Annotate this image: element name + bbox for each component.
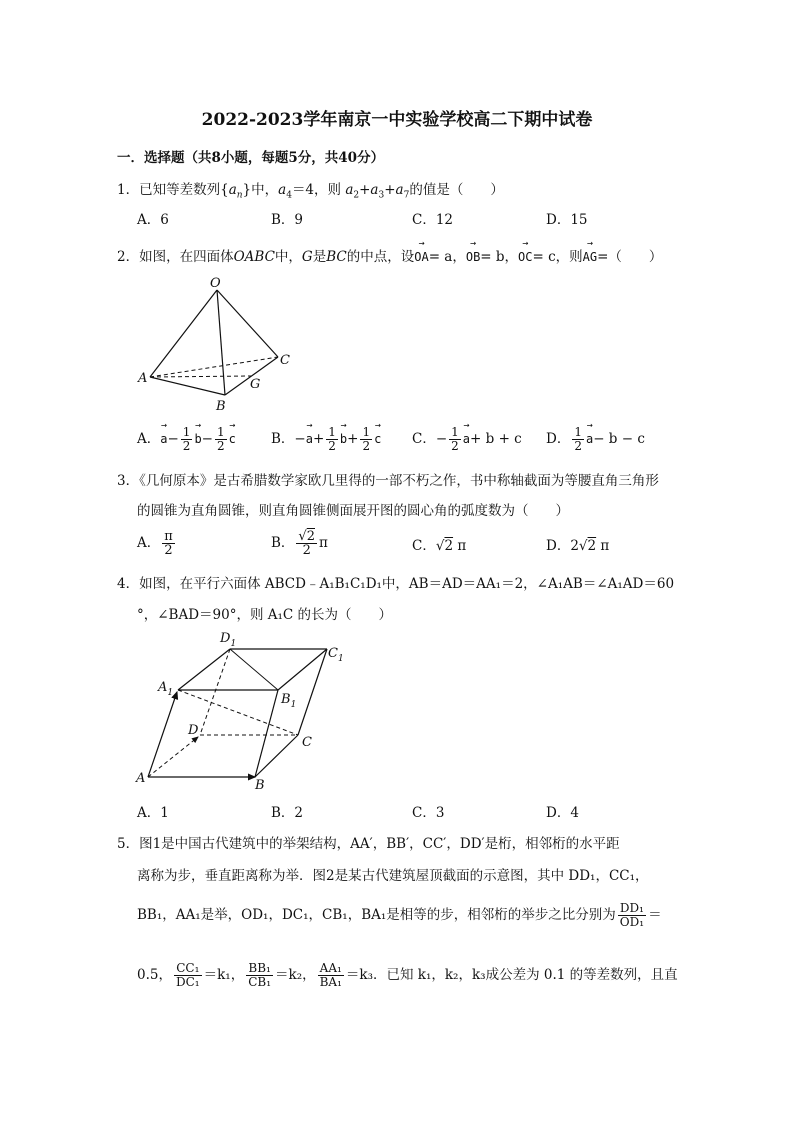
- q1-option-b[interactable]: B．9: [271, 212, 304, 228]
- vector-ag: → AG: [583, 246, 597, 264]
- label-g: G: [250, 377, 261, 392]
- question-5-line-2: 离称为步，垂直距离称为举．图2是某古代建筑屋顶截面的示意图，其中 DD₁，CC₁，: [137, 868, 649, 884]
- q4-option-a[interactable]: A．1: [137, 805, 169, 821]
- vector-oc: → OC: [518, 246, 532, 264]
- question-3: 3．《几何原本》是古希腊数学家欧几里得的一部不朽之作，书中称轴截面为等腰直角三角形: [117, 473, 659, 489]
- vector-oa: → OA: [414, 246, 428, 264]
- q2-option-c[interactable]: C．− $\frac{1}{2}$ → a+ b + c: [412, 426, 522, 453]
- question-2: 2．如图，在四面体OABC中，G是BC的中点，设→ OA= a，→ OB= b，→ OC= c，则→ AG=（ ）: [117, 245, 662, 265]
- label-c: C: [280, 353, 290, 368]
- question-5: 5．图1是中国古代建筑中的举架结构，AA′，BB′，CC′，DD′是桁，相邻桁的水平距: [117, 836, 620, 852]
- label-b: B: [255, 778, 265, 793]
- label-o: O: [210, 276, 221, 291]
- q2-option-b[interactable]: B．−→ a+ $\frac{1}{2}$ → b+ $\frac{1}{2}$ → c: [271, 426, 381, 453]
- label-a: A: [136, 771, 146, 786]
- q1-option-d[interactable]: D．15: [546, 212, 588, 228]
- label-a1: $A_1$: [158, 680, 174, 698]
- question-4: 4．如图，在平行六面体 ABCD﹣A₁B₁C₁D₁中，AB＝AD＝AA₁＝2，∠A₁AB＝∠A₁AD＝60: [117, 576, 675, 592]
- question-5-line-4: 0.5， $\frac{\text{CC₁}}{\text{DC₁}}$ ＝k₁， $\frac{\text{BB₁}}{\text{CB₁}}$ ＝k₂， $\frac{\text{AA₁}}{\text{BA₁}}$ ＝k₃．已知 k₁，k₂，k₃成公差为 0.1 的等差数列，且直: [137, 961, 678, 989]
- q1-option-a[interactable]: A．6: [137, 212, 169, 228]
- question-1: 1．已知等差数列$\{a_n\}$中，$a_4=4$，则 $a_2+a_3+a_7$的值是（ ）: [117, 182, 504, 201]
- tetrahedron-figure: [130, 275, 300, 415]
- q3-option-c[interactable]: C．√2 π: [412, 538, 467, 554]
- parallelepiped-figure: [130, 625, 360, 795]
- question-5-line-3: BB₁，AA₁是举，OD₁，DC₁，CB₁，BA₁是相等的步，相邻桁的举步之比分别为 $\frac{\text{DD₁}}{\text{OD₁}}$ ＝: [137, 901, 662, 929]
- section-heading: 一．选择题（共8小题，每题5分，共40分）: [117, 150, 385, 166]
- label-b1: $B_1$: [281, 692, 297, 710]
- label-c1: $C_1$: [328, 646, 344, 664]
- q3-option-b[interactable]: B． $\frac{√2}{2}$ π: [271, 529, 328, 558]
- q1-option-c[interactable]: C．12: [412, 212, 454, 228]
- q2-option-a[interactable]: A．→ a− $\frac{1}{2}$ → b− $\frac{1}{2}$ → c: [137, 426, 236, 453]
- vector-ob: → OB: [466, 246, 480, 264]
- label-b: B: [216, 399, 226, 414]
- label-d1: $D_1$: [220, 631, 237, 649]
- label-a: A: [138, 371, 148, 386]
- question-3-line-2: 的圆锥为直角圆锥，则直角圆锥侧面展开图的圆心角的弧度数为（ ）: [137, 503, 569, 519]
- q3-option-a[interactable]: A． $\frac{\pi}{2}$: [137, 529, 173, 558]
- q4-option-c[interactable]: C．3: [412, 805, 445, 821]
- q4-option-b[interactable]: B．2: [271, 805, 304, 821]
- page-title: 2022-2023学年南京一中实验学校高二下期中试卷: [201, 110, 593, 130]
- label-d: D: [188, 723, 199, 738]
- question-4-line-2: °，∠BAD＝90°，则 A₁C 的长为（ ）: [137, 607, 393, 623]
- q4-option-d[interactable]: D．4: [546, 805, 579, 821]
- q2-option-d[interactable]: D． $\frac{1}{2}$ → a− b − c: [546, 426, 645, 453]
- q3-option-d[interactable]: D．2√2 π: [546, 538, 610, 554]
- q1-number: 1．: [117, 182, 140, 198]
- label-c: C: [302, 735, 312, 750]
